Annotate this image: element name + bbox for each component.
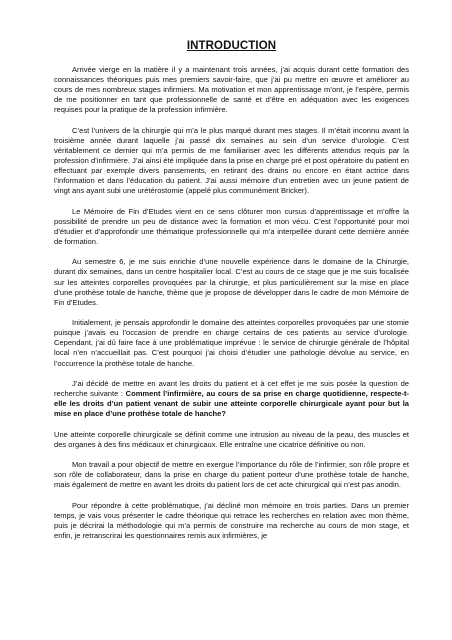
paragraph-text: Mon travail a pour objectif de mettre en exergue l’importance du rôle de l’infirmier, son rôle propre et son rôle de collaborateur, dans la prise en charge du patient porteur d’une prothèse totale de hanche, mais également de mettre en avant les droits du patient lors de cet acte chirurgical qui n’est pas anodin. bbox=[54, 460, 409, 490]
paragraph-text: Pour répondre à cette problématique, j’ai décliné mon mémoire en trois parties. Dans un premier temps, je vais vous présenter le cadre théorique qui retrace les recherches en relation avec mon thème, puis je décrirai la méthodologie qui m’a permis de construire ma recherche au cours de mon stage, et enfin, je retranscrirai les questionnaires remis aux infirmières, je bbox=[54, 500, 409, 540]
paragraph-8 bbox=[54, 460, 409, 490]
research-question: Comment l’infirmière, au cours de sa prise en charge quotidienne, respecte-t-elle les droits d’un patient venant de subir une atteinte corporelle chirurgicale ayant pour but la mise en place d’une prothèse totale de hanche? bbox=[54, 389, 409, 419]
paragraph-1 bbox=[54, 65, 409, 115]
page-title: INTRODUCTION bbox=[186, 40, 277, 52]
paragraph-text: Une atteinte corporelle chirurgicale se définit comme une intrusion au niveau de la peau, des muscles et des organes à des fins médicaux et chirurgicaux. Elle entraîne une cicatrice définitive ou non. bbox=[54, 429, 409, 449]
paragraph-text: Au semestre 6, je me suis enrichie d’une nouvelle expérience dans le domaine de la Chirurgie, durant dix semaines, dans un centre hospitalier local. C’est au cours de ce stage que je me suis focalisée sur les atteintes corporelles provoquées par la chirurgie, et plus particulièrement sur la mise en place d’une prothèse totale de hanche, thème que je propose de développer dans le cadre de mon Mémoire de Fin d’Etudes. bbox=[54, 257, 409, 307]
paragraph-4 bbox=[54, 257, 409, 307]
paragraph-6 bbox=[54, 379, 409, 419]
paragraph-5 bbox=[54, 318, 409, 368]
paragraph-text: Le Mémoire de Fin d’Etudes vient en ce sens clôturer mon cursus d’apprentissage et m’offre la possibilité de prendre un peu de distance avec la formation et mon vécu. C’est l’opportunité pour moi d’étudier et d’approfondir une thématique professionnelle qui m’a interpellée durant cette dernière année de formation. bbox=[54, 206, 409, 246]
paragraph-7 bbox=[54, 430, 409, 450]
paragraph-9 bbox=[54, 501, 409, 541]
paragraph-3 bbox=[54, 207, 409, 247]
paragraph-text: C’est l’univers de la chirurgie qui m’a le plus marqué durant mes stages. Il m’était inconnu avant la troisième année durant laquelle j’ai passé dix semaines au sein d’un service d’urologie. C’est véritablement ce dernier qui m’a permis de me familiariser avec les différents attendus requis par la profession d’infirmière. J’ai ainsi été impliquée dans la prise en charge pré et post opératoire du patient en effectuant par exemple divers pansements, en retirant des drains ou encore en étant actrice dans l’information et dans l’éducation du patient. J’ai aussi mémoire d’un entretien avec un jeune patient de vingt ans ayant subi une urétérostomie (appelé plus communément Bricker). bbox=[54, 125, 409, 196]
paragraph-text: Initialement, je pensais approfondir le domaine des atteintes corporelles provoquées par une stomie puisque j’avais eu l’occasion de prendre en charge certains de ces patients au service d’urologie. Cependant, j’ai dû faire face à une problématique imprévue : le service de chirurgie générale de l’hôpital local n’en n’accueillait pas. C’est pourquoi j’ai choisi d’étudier une pathologie dévolue au service, en l’occurrence la prothèse totale de hanche. bbox=[54, 318, 409, 368]
paragraph-text: Arrivée vierge en la matière il y a maintenant trois années, j’ai acquis durant cette formation des connaissances théoriques puis mes premiers savoir-faire, que j’ai pu mettre en œuvre et améliorer au cours de mes nombreux stages infirmiers. Ma motivation et mon apprentissage m’ont, je l’espère, permis de me positionner en tant que professionnelle de santé et d’être en adéquation avec les exigences requises pour la pratique de la profession infirmière. bbox=[54, 65, 409, 115]
paragraph-2 bbox=[54, 126, 409, 197]
paragraph-text: J’ai décidé de mettre en avant les droits du patient et à cet effet je me suis posée la question de recherche suivante : bbox=[54, 378, 409, 399]
